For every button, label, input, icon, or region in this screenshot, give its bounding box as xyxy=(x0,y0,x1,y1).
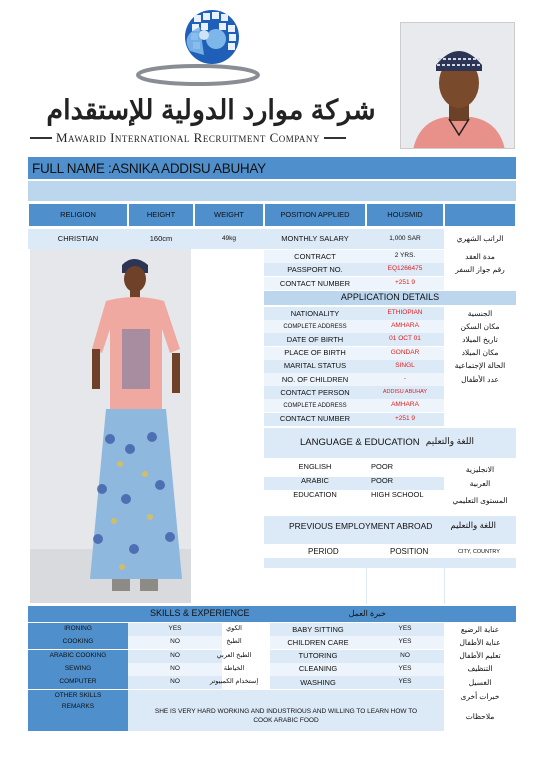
detail-arabic: تاريخ الميلاد xyxy=(462,334,498,344)
skill-arabic: الغسيل xyxy=(468,677,492,687)
detail-label: PLACE OF BIRTH xyxy=(264,347,366,360)
skill-arabic: الخياطة xyxy=(223,664,245,672)
contract-label: CONTRACT xyxy=(264,250,366,263)
detail-label: CONTACT NUMBER xyxy=(264,413,366,426)
height-value: 160cm xyxy=(149,234,173,244)
contract-label: CONTACT NUMBER xyxy=(264,277,366,290)
skills-title: SKILLS & EXPERIENCE xyxy=(150,608,250,618)
employment-title-arabic: اللغة والتعليم xyxy=(450,520,496,530)
other-skills-value xyxy=(128,690,444,703)
detail-value: ETHIOPIAN xyxy=(366,307,444,320)
header-religion: RELIGION xyxy=(28,203,128,227)
language-arabic: الانجليزية xyxy=(465,464,495,474)
contract-arabic: مدة العقد xyxy=(465,251,495,261)
contract-value: 1,000 SAR xyxy=(366,229,444,249)
detail-value: ADDISU ABUHAY xyxy=(366,386,444,399)
header-blank xyxy=(444,203,516,227)
passport-photo xyxy=(400,22,515,149)
detail-value: AMHARA xyxy=(366,399,444,412)
contract-value: EQ1266475 xyxy=(366,263,444,276)
skill-arabic: الطبخ xyxy=(226,638,242,646)
employment-position: POSITION xyxy=(390,547,429,556)
skill-label: CHILDREN CARE xyxy=(270,636,366,649)
language-title-arabic: اللغة والتعليم xyxy=(425,436,474,446)
divider xyxy=(30,137,52,139)
detail-arabic: الحالة الإجتماعية xyxy=(454,361,506,371)
skill-value: YES xyxy=(366,663,444,676)
skill-label: ARABIC COOKING xyxy=(28,650,128,663)
employment-grid xyxy=(444,568,445,604)
skill-label: SEWING xyxy=(28,663,128,676)
skill-arabic: الكوي xyxy=(226,625,242,633)
detail-arabic xyxy=(444,399,516,412)
skill-value: NO xyxy=(128,636,222,649)
detail-label: COMPLETE ADDRESS xyxy=(264,320,366,333)
detail-label: MARITAL STATUS xyxy=(264,360,366,373)
skill-value: NO xyxy=(128,650,222,663)
contract-arabic xyxy=(444,277,516,290)
language-label: EDUCATION xyxy=(293,490,337,499)
skill-label: COOKING xyxy=(28,636,128,649)
skill-label: CLEANING xyxy=(270,663,366,676)
spacer-bar xyxy=(28,181,516,201)
detail-value: GONDAR xyxy=(366,347,444,360)
header-height: HEIGHT xyxy=(128,203,194,227)
detail-label: COMPLETE ADDRESS xyxy=(264,399,366,412)
weight-value: 49kg xyxy=(221,234,237,242)
header-position-applied: POSITION APPLIED xyxy=(264,203,366,227)
employment-period: PERIOD xyxy=(308,547,339,556)
language-arabic: المستوى التعليمي xyxy=(452,496,508,506)
skill-value: NO xyxy=(128,663,222,676)
full-name-bar xyxy=(28,157,516,179)
header-weight: WEIGHT xyxy=(194,203,264,227)
language-value: POOR xyxy=(371,462,394,471)
contract-value: 2 YRS. xyxy=(366,250,444,263)
detail-value: AMHARA xyxy=(366,320,444,333)
detail-arabic xyxy=(444,386,516,399)
detail-value: 01 OCT 01 xyxy=(366,333,444,346)
skill-label: COMPUTER xyxy=(28,676,128,689)
detail-arabic: عدد الأطفال xyxy=(461,374,499,384)
skill-label: IRONING xyxy=(28,623,128,636)
skill-arabic: الطبخ العربي xyxy=(216,651,252,659)
skill-arabic: عناية الرضيع xyxy=(460,624,500,634)
skill-arabic: تعليم الأطفال xyxy=(459,651,501,661)
religion-value: CHRISTIAN xyxy=(57,234,99,244)
divider xyxy=(324,137,346,139)
detail-arabic xyxy=(444,413,516,426)
contract-label: MONTHLY SALARY xyxy=(264,229,366,249)
detail-value: SINGL xyxy=(366,360,444,373)
detail-arabic: مكان السكن xyxy=(460,321,500,331)
employment-title: PREVIOUS EMPLOYMENT ABROAD xyxy=(289,521,433,531)
company-logo xyxy=(120,5,280,93)
header-position-value: HOUSMID xyxy=(366,203,444,227)
detail-arabic: الجنسية xyxy=(467,308,493,318)
other-skills-arabic: خبرات أخرى xyxy=(460,691,500,701)
language-value: POOR xyxy=(366,477,444,490)
remarks-text: SHE IS VERY HARD WORKING AND INDUSTRIOUS AND WILLING TO LEARN HOW TO COOK ARABIC FOOD xyxy=(128,703,444,731)
skill-value: YES xyxy=(366,676,444,689)
full-body-photo xyxy=(30,249,191,603)
employment-city: CITY, COUNTRY xyxy=(458,549,500,555)
contract-arabic: الراتب الشهري xyxy=(456,234,504,244)
detail-arabic: مكان الميلاد xyxy=(461,348,499,358)
language-label: ENGLISH xyxy=(298,462,332,471)
skill-value: YES xyxy=(366,636,444,649)
company-arabic-name: شركة موارد الدولية للإستقدام xyxy=(46,95,376,125)
contract-value: +251 9 xyxy=(366,277,444,290)
detail-label: NATIONALITY xyxy=(264,307,366,320)
skill-label: TUTORING xyxy=(270,650,366,663)
language-value: HIGH SCHOOL xyxy=(371,490,424,499)
detail-value: +251 9 xyxy=(366,413,444,426)
skill-label: WASHING xyxy=(270,676,366,689)
contract-label: PASSPORT NO. xyxy=(264,263,366,276)
language-label: ARABIC xyxy=(264,477,366,490)
company-english-name: Mawarid International Recruitment Company xyxy=(30,130,390,146)
employment-row xyxy=(264,558,516,568)
skill-arabic: التنظيف xyxy=(467,664,493,674)
detail-label: NO. OF CHILDREN xyxy=(264,373,366,386)
other-skills-label: OTHER SKILLS xyxy=(28,690,128,703)
employment-grid xyxy=(366,568,367,604)
skill-arabic: عناية الأطفال xyxy=(459,637,501,647)
skill-label: BABY SITTING xyxy=(270,623,366,636)
skill-value: NO xyxy=(366,650,444,663)
skill-value: YES xyxy=(366,623,444,636)
remarks-label: REMARKS xyxy=(28,703,128,731)
language-title: LANGUAGE & EDUCATION xyxy=(300,437,420,448)
contract-arabic: رقم جواز السفر xyxy=(455,264,505,274)
skills-title-arabic: خبرة العمل xyxy=(348,609,386,618)
skill-value: YES xyxy=(128,623,222,636)
skill-value: NO xyxy=(128,676,222,689)
full-name: FULL NAME :ASNIKA ADDISU ABUHAY xyxy=(32,160,266,176)
skill-arabic: إستخدام الكمبيوتر xyxy=(209,678,259,686)
detail-value: - xyxy=(366,373,444,386)
application-details-title: APPLICATION DETAILS xyxy=(264,291,516,305)
remarks-arabic: ملاحظات xyxy=(465,712,495,722)
language-arabic: العربية xyxy=(469,478,491,488)
detail-label: CONTACT PERSON xyxy=(264,386,366,399)
detail-label: DATE OF BIRTH xyxy=(264,333,366,346)
